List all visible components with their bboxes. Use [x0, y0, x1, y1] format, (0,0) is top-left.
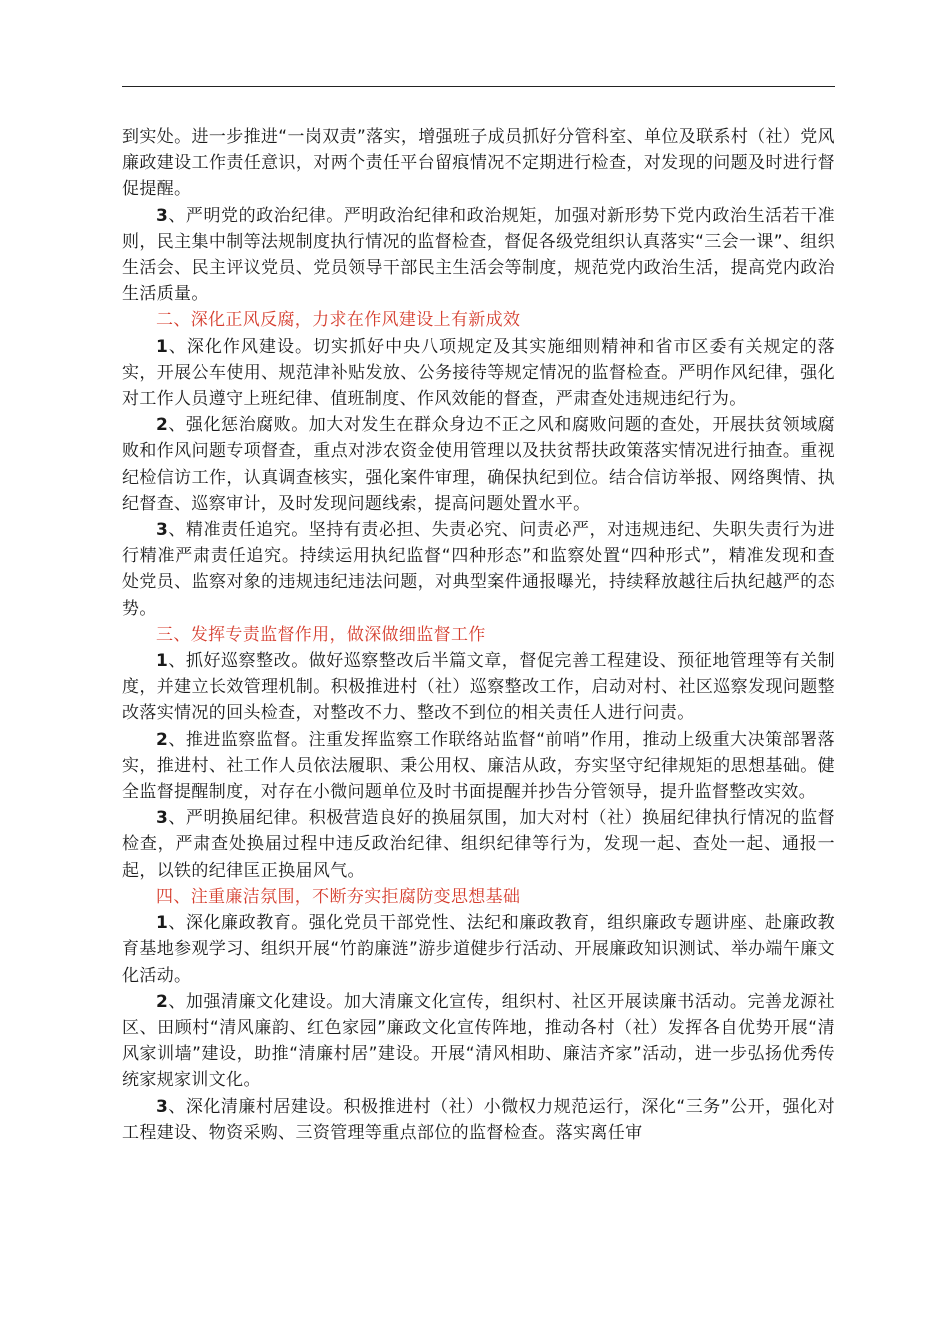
item-number: 2 [156, 415, 169, 436]
paragraph-work-style [122, 334, 835, 413]
paragraph-political-discipline [122, 203, 835, 308]
paragraph-integrity-education [122, 910, 835, 989]
paragraph-text: 、深化清廉村居建设。积极推进村（社）小微权力规范运行，深化“三务”公开，强化对工程建设、物资采购、三资管理等重点部位的监督检查。落实离任审 [122, 1096, 835, 1143]
item-number: 3 [156, 808, 169, 829]
paragraph-text: 、严明党的政治纪律。严明政治纪律和政治规矩，加强对新形势下党内政治生活若干准则，民主集中制等法规制度执行情况的监督检查，督促各级党组织认真落实“三会一课”、组织生活会、民主评议党员、党员领导干部民主生活会等制度，规范党内政治生活，提高党内政治生活质量。 [122, 205, 835, 305]
paragraph-accountability [122, 517, 835, 622]
paragraph-inspection-rectification [122, 648, 835, 727]
paragraph-text: 、加强清廉文化建设。加大清廉文化宣传，组织村、社区开展读廉书活动。完善龙源社区、田顾村“清风廉韵、红色家园”廉政文化宣传阵地，推动各村（社）发挥各自优势开展“清风家训墙”建设，助推“清廉村居”建设。开展“清风相助、廉洁齐家”活动，进一步弘扬优秀传统家规家训文化。 [122, 991, 835, 1091]
paragraph-text: 、深化廉政教育。强化党员干部党性、法纪和廉政教育，组织廉政专题讲座、赴廉政教育基地参观学习、组织开展“竹韵廉涟”游步道健步行活动、开展廉政知识测试、举办端午廉文化活动。 [122, 913, 835, 986]
section-heading-4: 四、注重廉洁氛围，不断夯实拒腐防变思想基础 [156, 886, 521, 907]
item-number: 1 [156, 651, 169, 672]
paragraph-election-discipline [122, 805, 835, 884]
item-number: 1 [156, 336, 169, 357]
paragraph-text: 、抓好巡察整改。做好巡察整改后半篇文章，督促完善工程建设、预征地管理等有关制度，并建立长效管理机制。积极推进村（社）巡察整改工作，启动对村、社区巡察发现问题整改落实情况的回头检查，对整改不力、整改不到位的相关责任人进行问责。 [122, 651, 835, 724]
paragraph-text: 、强化惩治腐败。加大对发生在群众身边不正之风和腐败问题的查处，开展扶贫领域腐败和作风问题专项督查，重点对涉农资金使用管理以及扶贫帮扶政策落实情况进行抽查。重视纪检信访工作，认真调查核实，强化案件审理，确保执纪到位。结合信访举报、网络舆情、执纪督查、巡察审计，及时发现问题线索，提高问题处置水平。 [122, 415, 835, 514]
paragraph-text: 、严明换届纪律。积极营造良好的换届氛围，加大对村（社）换届纪律执行情况的监督检查，严肃查处换届过程中违反政治纪律、组织纪律等行为，发现一起、查处一起、通报一起，以铁的纪律匡正换届风气。 [122, 808, 835, 881]
document-body [122, 124, 835, 1146]
paragraph-text: 、深化作风建设。切实抓好中央八项规定及其实施细则精神和省市区委有关规定的落实，开展公车使用、规范津补贴发放、公务接待等规定情况的监督检查。严明作风纪律，强化对工作人员遵守上班纪律、值班制度、作风效能的督查，严肃查处违规违纪行为。 [122, 336, 835, 410]
paragraph-text: 、推进监察监督。注重发挥监察工作联络站监督“前哨”作用，推动上级重大决策部署落实，推进村、社工作人员依法履职、秉公用权、廉洁从政，夯实坚守纪律规矩的思想基础。健全监督提醒制度，对存在小微问题单位及时书面提醒并抄告分管领导，提升监督整改实效。 [122, 729, 835, 803]
header-rule [122, 86, 835, 87]
section-heading-2: 二、深化正风反腐，力求在作风建设上有新成效 [156, 310, 521, 331]
item-number: 2 [156, 729, 169, 750]
item-number: 3 [156, 205, 169, 226]
section-heading-3: 三、发挥专责监督作用，做深做细监督工作 [156, 624, 486, 645]
paragraph-continuation [122, 124, 835, 203]
paragraph-anti-corruption [122, 412, 835, 517]
paragraph-clean-village [122, 1094, 835, 1146]
item-number: 3 [156, 520, 169, 541]
paragraph-integrity-culture [122, 989, 835, 1094]
item-number: 2 [156, 991, 169, 1012]
paragraph-text: 、精准责任追究。坚持有责必担、失责必究、问责必严，对违规违纪、失职失责行为进行精准严肃责任追究。持续运用执纪监督“四种形态”和监察处置“四种形式”，精准发现和查处党员、监察对象的违规违纪违法问题，对典型案件通报曝光，持续释放越往后执纪越严的态势。 [122, 520, 835, 619]
item-number: 3 [156, 1096, 169, 1117]
paragraph-text: 到实处。进一步推进“一岗双责”落实，增强班子成员抓好分管科室、单位及联系村（社）党风廉政建设工作责任意识，对两个责任平台留痕情况不定期进行检查，对发现的问题及时进行督促提醒。 [122, 127, 835, 200]
paragraph-supervision [122, 727, 835, 806]
item-number: 1 [156, 913, 169, 934]
